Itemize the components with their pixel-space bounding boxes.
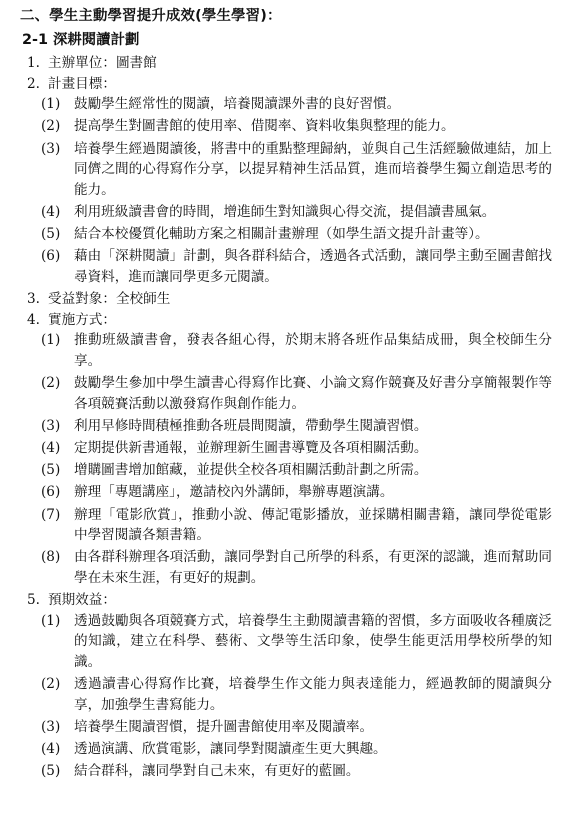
section-text: 預期效益： (48, 592, 116, 609)
sub-item-number: (1) (41, 612, 61, 629)
section-text: 受益對象：全校師生 (48, 291, 171, 308)
sub-item-number: (1) (41, 96, 61, 113)
section-number: 5. (27, 592, 40, 609)
section-heading: 二、學生主動學習提升成效(學生學習)： (20, 8, 282, 24)
sub-item (0, 438, 576, 459)
sub-item (0, 202, 576, 223)
sub-item-text: 由各群科辦理各項活動，讓同學對自己所學的科系，有更深的認識，進而幫助同學在未來生涯，有更好的規劃。 (74, 549, 552, 586)
sub-item-number: (3) (41, 140, 61, 157)
sub-item-text: 提高學生對圖書館的使用率、借閱率、資料收集與整理的能力。 (74, 118, 455, 135)
sub-item (0, 717, 576, 738)
sub-item-text: 結合本校優質化輔助方案之相關計畫辦理（如學生語文提升計畫等）。 (74, 226, 489, 243)
sub-item (0, 139, 576, 201)
sub-item-number: (4) (41, 741, 61, 758)
sub-item (0, 460, 576, 481)
sub-item-number: (4) (41, 440, 61, 457)
sub-item-text: 結合群科，讓同學對自己未來，有更好的藍圖。 (74, 763, 360, 780)
sub-item-number: (2) (41, 676, 61, 693)
section-text: 主辦單位：圖書館 (48, 55, 157, 71)
sub-item-number: (8) (41, 549, 61, 566)
section-item (0, 590, 576, 611)
sub-item-text: 鼓勵學生經常性的閱讀，培養閱讀課外書的良好習慣。 (74, 96, 401, 113)
sub-item-text: 辦理「電影欣賞」，推動小說、傳記電影播放，並採購相關書籍，讓同學從電影中學習閱讀各類書籍。 (74, 506, 552, 544)
sub-item-number: (7) (41, 506, 61, 523)
section-number: 1. (27, 55, 40, 71)
sub-item-number: (4) (41, 203, 61, 220)
sub-item-text: 辦理「專題講座」，邀請校內外講師，舉辦專題演講。 (74, 484, 394, 501)
sub-item-number: (5) (41, 763, 61, 780)
section-number: 4. (27, 311, 40, 328)
sub-item-number: (2) (41, 118, 61, 135)
sub-item (0, 373, 576, 414)
sub-item (0, 246, 576, 287)
sub-item-text: 培養學生閱讀習慣，提升圖書館使用率及閱讀率。 (74, 718, 374, 735)
sub-item (0, 116, 576, 137)
plan-title: 2-1 深耕閱讀計劃 (22, 32, 140, 48)
sub-item-text: 推動班級讀書會，發表各組心得，於期末將各班作品集結成冊，與全校師生分享。 (74, 332, 552, 369)
section-number: 2. (27, 75, 40, 92)
sub-item-number: (2) (41, 375, 61, 392)
sub-item (0, 761, 576, 782)
sub-item (0, 611, 576, 673)
sub-item-number: (6) (41, 484, 61, 501)
sub-item-number: (5) (41, 462, 61, 479)
section-item (0, 310, 576, 331)
sub-item-text: 藉由「深耕閱讀」計劃，與各群科結合，透過各式活動，讓同學主動至圖書館找尋資料，進而讓同學更多元閱讀。 (74, 248, 552, 285)
sub-item-number: (6) (41, 248, 61, 265)
sub-item-text: 培養學生經過閱讀後，將書中的重點整理歸納，並與自己生活經驗做連結，加上同儕之間的心得寫作分享，以提昇精神生活品質，進而培養學生獨立創造思考的能力。 (74, 140, 552, 198)
sub-item-number: (1) (41, 332, 61, 349)
sub-item-text: 鼓勵學生參加中學生讀書心得寫作比賽、小論文寫作競賽及好書分享簡報製作等各項競賽活動以激發寫作與創作能力。 (74, 375, 552, 412)
sub-item (0, 547, 576, 588)
sub-item (0, 482, 576, 503)
sub-item-text: 增購圖書增加館藏，並提供全校各項相關活動計劃之所需。 (74, 462, 428, 479)
sub-item-text: 利用早修時間積極推動各班晨間閱讀，帶動學生閱讀習慣。 (74, 417, 428, 434)
sub-item-text: 透過演講、欣賞電影，讓同學對閱讀產生更大興趣。 (74, 741, 387, 758)
sub-item (0, 94, 576, 115)
sub-item (0, 330, 576, 371)
section-text: 計畫目標： (48, 75, 116, 92)
sub-item (0, 416, 576, 437)
sub-item-number: (3) (41, 417, 61, 434)
sub-item (0, 505, 576, 546)
sub-item-text: 利用班級讀書會的時間，增進師生對知識與心得交流，提倡讀書風氣。 (74, 203, 496, 220)
sub-item-text: 定期提供新書通報，並辦理新生圖書導覽及各項相關活動。 (74, 440, 428, 457)
section-item (0, 53, 576, 74)
section-number: 3. (27, 291, 40, 308)
section-item (0, 289, 576, 310)
section-item (0, 74, 576, 95)
sub-item-text: 透過讀書心得寫作比賽，培養學生作文能力與表達能力，經過教師的閱讀與分享，加強學生書寫能力。 (74, 676, 552, 713)
sub-item (0, 224, 576, 245)
document-body (0, 53, 576, 783)
sub-item-number: (3) (41, 718, 61, 735)
sub-item (0, 739, 576, 760)
sub-item (0, 674, 576, 715)
sub-item-text: 透過鼓勵與各項競賽方式，培養學生主動閱讀書籍的習慣，多方面吸收各種廣泛的知識，建立在科學、藝術、文學等生活印象，使學生能更活用學校所學的知識。 (74, 612, 552, 670)
sub-item-number: (5) (41, 226, 61, 243)
section-text: 實施方式： (48, 311, 116, 328)
